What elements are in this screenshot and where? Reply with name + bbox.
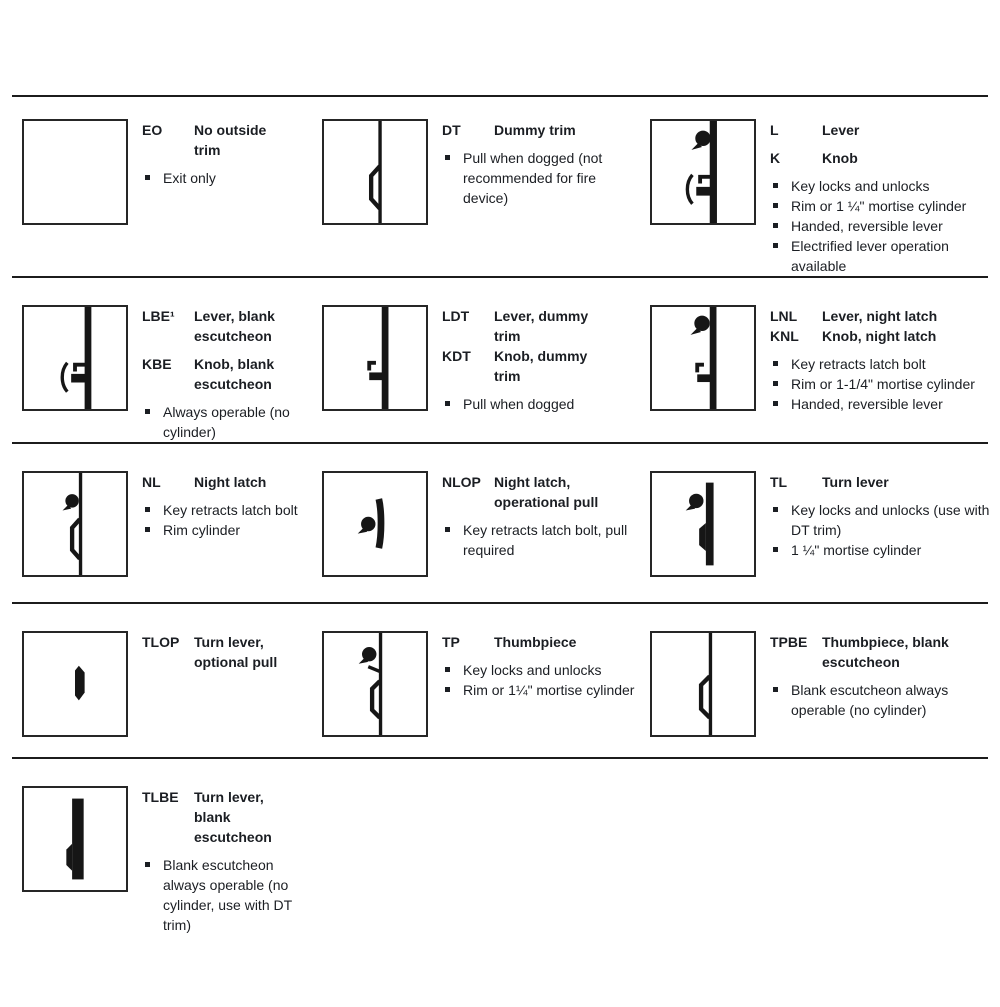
trim-row-4 [12,602,988,757]
trim-option-tp [322,631,650,757]
trim-code: TLOP [142,634,180,650]
lever-with-cylinder-icon [650,119,756,225]
feature-bullet: Rim or 1¼" mortise cylinder [442,680,634,700]
turn-lever-icon [22,631,128,737]
feature-bullet: Key locks and unlocks [770,176,1000,196]
trim-option-dt [322,119,650,276]
trim-code: NL [142,474,161,490]
turn-lever-cylinder-icon [650,471,756,577]
trim-title: Knob, blank escutcheon [194,356,275,392]
feature-bullet: Key locks and unlocks (use with DT trim) [770,500,1000,540]
feature-bullet: Key retracts latch bolt [142,500,298,520]
trim-title: Knob, dummy trim [494,348,588,384]
night-latch-operational-pull-icon [322,471,428,577]
lever-night-latch-icon [650,305,756,411]
trim-title: Dummy trim [494,122,576,138]
trim-title: Lever, night latch [822,308,938,324]
lever-blank-escutcheon-icon [22,305,128,411]
trim-code: TL [770,474,788,490]
trim-title: Knob, night latch [822,328,937,344]
feature-bullet: Blank escutcheon always operable (no cylinder) [770,680,1000,720]
thumbpiece-blank-escutcheon-icon [650,631,756,737]
trim-row-3 [12,442,988,602]
trim-code: TP [442,634,460,650]
feature-bullet: Handed, reversible lever [770,216,1000,236]
trim-row-2 [12,276,988,442]
trim-code: EO [142,122,163,138]
trim-row-1 [12,95,988,276]
feature-bullet: Pull when dogged (not recommended for fire device) [442,148,635,208]
trim-option-tl [650,471,1000,602]
trim-option-lbe-kbe [22,305,322,442]
lever-dummy-trim-icon [322,305,428,411]
turn-lever-blank-escutcheon-icon [22,786,128,892]
trim-option-nl [22,471,322,602]
trim-option-ldt-kdt [322,305,650,442]
thumbpiece-icon [322,631,428,737]
trim-title: Lever, blank escutcheon [194,308,275,344]
feature-bullet: Key retracts latch bolt, pull required [442,520,635,560]
pull-handle-icon [322,119,428,225]
feature-bullet: Key retracts latch bolt [770,354,975,374]
trim-code: K [770,150,781,166]
trim-title: Knob [822,150,858,166]
trim-title: Turn lever, optional pull [194,634,278,670]
trim-code: NLOP [442,474,481,490]
feature-bullet: Key locks and unlocks [442,660,634,680]
blank-plate-icon [22,119,128,225]
trim-title: Turn lever, blank escutcheon [194,789,272,845]
trim-option-tlop [22,631,322,757]
trim-code: KNL [770,328,799,344]
trim-code: KDT [442,348,471,364]
feature-bullet: Blank escutcheon always operable (no cylinder, use with DT trim) [142,855,295,935]
feature-bullet: Rim or 1-1/4" mortise cylinder [770,374,975,394]
trim-title: Thumbpiece, blank escutcheon [822,634,949,670]
trim-option-nlop [322,471,650,602]
trim-code: LNL [770,308,798,324]
trim-option-eo [22,119,322,276]
trim-title: Lever [822,122,860,138]
feature-bullet: 1 ¼" mortise cylinder [770,540,1000,560]
trim-title: Night latch [194,474,267,490]
feature-bullet: Electrified lever operation available [770,236,1000,276]
trim-option-tpbe [650,631,1000,757]
trim-code: KBE [142,356,172,372]
feature-bullet: Exit only [142,168,294,188]
trim-title: No outside trim [194,122,267,158]
trim-code: DT [442,122,461,138]
night-latch-pull-icon [22,471,128,577]
trim-option-lnl-knl [650,305,1000,442]
feature-bullet: Always operable (no cylinder) [142,402,295,442]
trim-title: Thumbpiece [494,634,577,650]
feature-bullet: Rim cylinder [142,520,298,540]
trim-code: TPBE [770,634,808,650]
trim-option-tlbe [22,786,322,1007]
trim-code: LBE¹ [142,308,175,324]
trim-title: Night latch, operational pull [494,474,599,510]
feature-bullet: Pull when dogged [442,394,612,414]
trim-code: LDT [442,308,470,324]
trim-row-5 [12,757,988,1007]
trim-code: TLBE [142,789,179,805]
feature-bullet: Handed, reversible lever [770,394,975,414]
feature-bullet: Rim or 1 ¼" mortise cylinder [770,196,1000,216]
trim-code: L [770,122,779,138]
trim-title: Turn lever [822,474,889,490]
trim-option-l-k [650,119,1000,276]
trim-title: Lever, dummy trim [494,308,589,344]
